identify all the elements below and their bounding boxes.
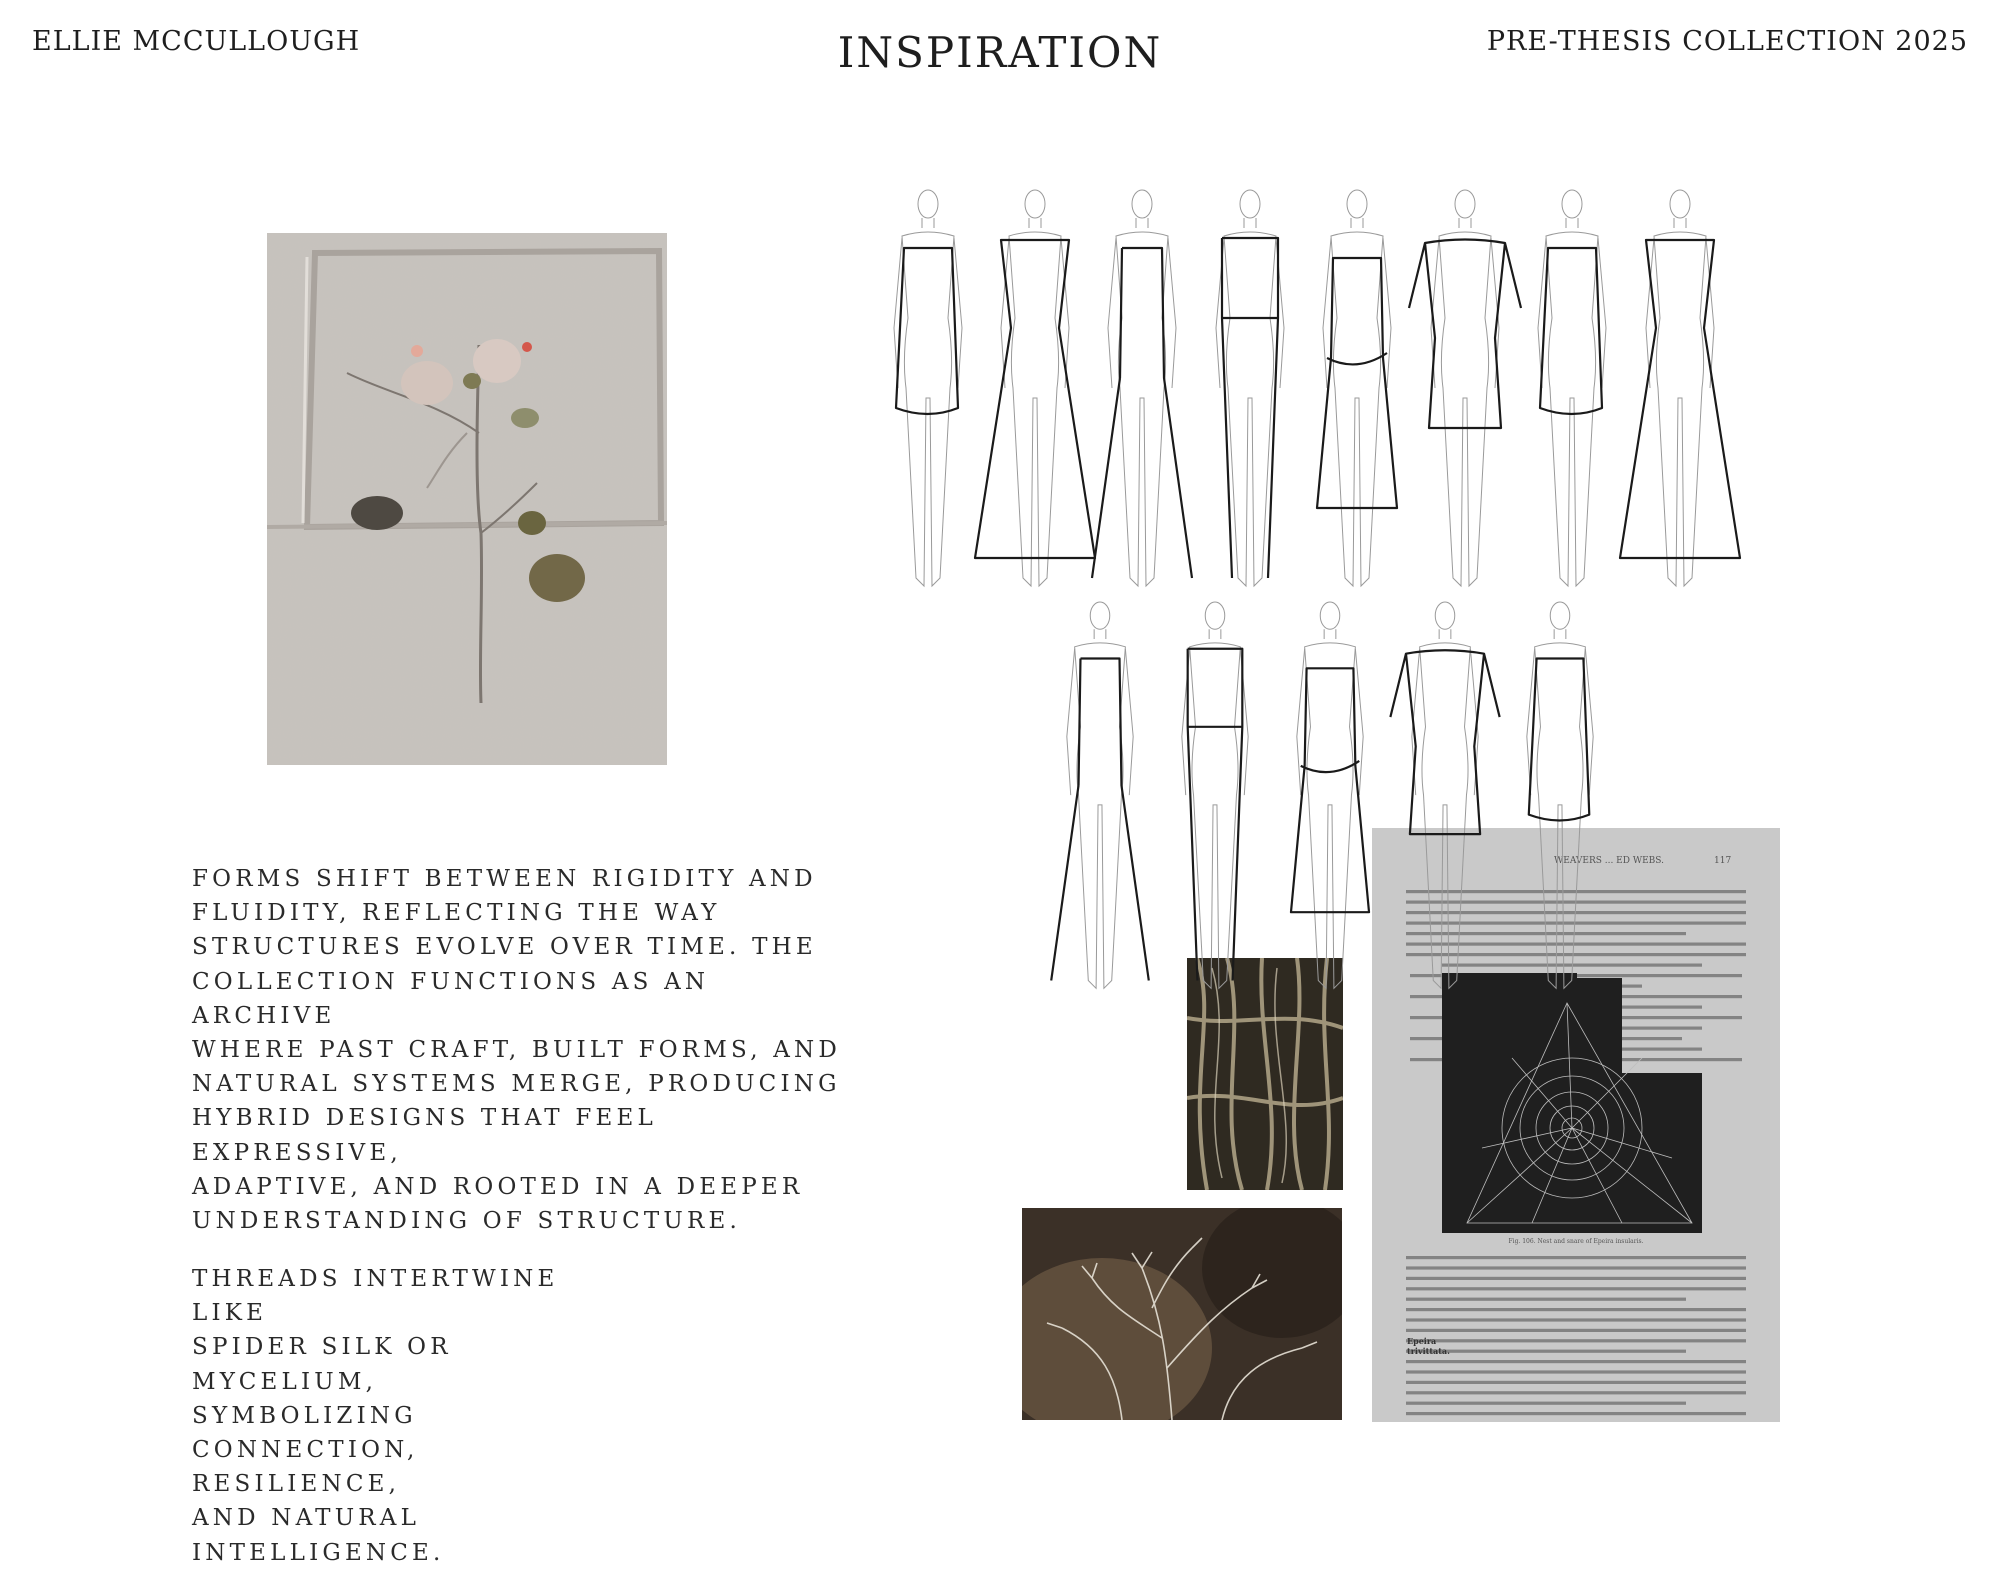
mycelium-growth-image <box>1022 1208 1342 1420</box>
book-side-label: Epeira trivittata. <box>1407 1336 1450 1356</box>
fashion-figure-sketch <box>1538 190 1606 586</box>
fashion-figure-sketch <box>1291 602 1369 988</box>
inspiration-paragraph-2: THREADS INTERTWINE LIKE SPIDER SILK OR MYCELIUM, SYMBOLIZING CONNECTION, RESILIENCE, AND NATURAL INTELLIGENCE. <box>192 1266 559 1566</box>
book-figure-caption: Fig. 106. Nest and snare of Epeira insularis. <box>1508 1238 1644 1245</box>
fashion-figure-sketch <box>1182 602 1248 988</box>
inspiration-paragraph-1: FORMS SHIFT BETWEEN RIGIDITY AND FLUIDITY, REFLECTING THE WAY STRUCTURES EVOLVE OVER TIME. THE COLLECTION FUNCTIONS AS AN ARCHIVE WHERE PAST CRAFT, BUILT FORMS, AND NATURAL SYSTEMS MERGE, PRODUCING HYBRID DESIGNS THAT FEEL EXPRESSIVE, ADAPTIVE, AND ROOTED IN A DEEPER UNDERSTANDING OF STRUCTURE. <box>192 866 841 1235</box>
fashion-figure-sketch <box>1390 602 1499 988</box>
fashion-figure-sketch <box>1620 190 1740 586</box>
fashion-figure-sketch <box>1409 190 1521 586</box>
fashion-figure-sketch <box>1527 602 1593 988</box>
fashion-figure-sketch <box>1092 190 1192 586</box>
designer-name: ELLIE MCCULLOUGH <box>32 26 361 57</box>
fashion-figure-sketch <box>1051 602 1149 988</box>
fashion-sketch-lineup <box>880 180 1800 1010</box>
book-page-number: 117 <box>1714 856 1732 866</box>
book-running-head: WEAVERS ... ED WEBS. <box>1554 856 1664 866</box>
fashion-figure-sketch <box>1317 190 1397 586</box>
pressed-flower-in-concrete-image <box>267 233 667 765</box>
fashion-figure-sketch <box>975 190 1095 586</box>
page-title: INSPIRATION <box>837 28 1163 77</box>
collection-title: PRE-THESIS COLLECTION 2025 <box>1486 26 1968 57</box>
fashion-figure-sketch <box>894 190 962 586</box>
fashion-figure-sketch <box>1216 190 1284 586</box>
